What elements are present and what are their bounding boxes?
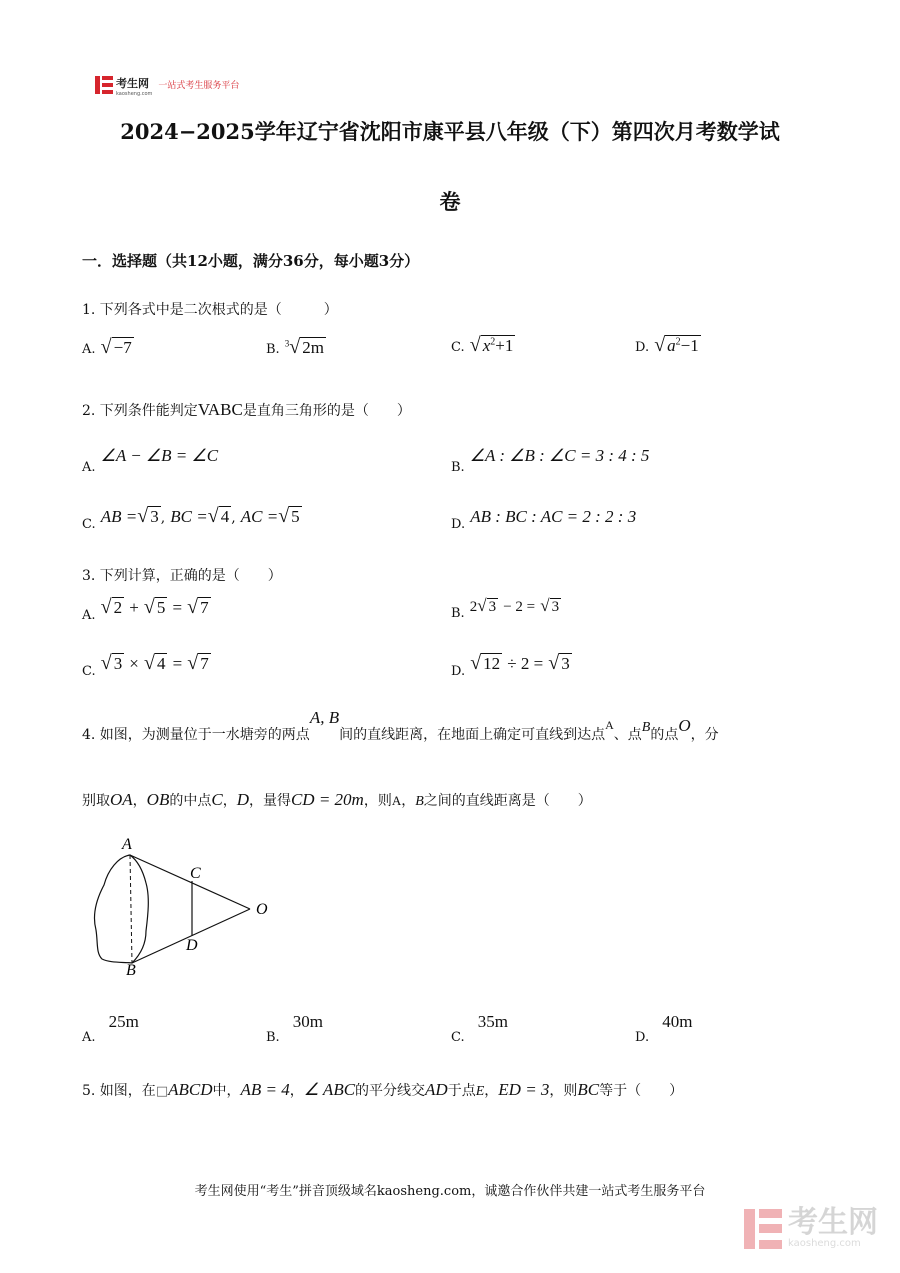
stem-part: 于点	[447, 1083, 476, 1099]
label-d: D	[186, 937, 198, 954]
comma: ，	[484, 1083, 499, 1099]
option-label: A.	[82, 342, 96, 357]
stem-part: ，分	[690, 727, 719, 743]
stem-part: 4. 如图，为测量位于一水塘旁的两点	[82, 727, 310, 743]
q3-option-d	[451, 652, 572, 679]
radicand: 7	[200, 654, 209, 673]
ed-value: ED = 3	[498, 1080, 550, 1099]
sqrt-icon: √	[137, 505, 149, 527]
segment-oa: OA	[110, 790, 133, 809]
stem-post: 是直角三角形的是（ ）	[242, 403, 411, 419]
option-label: C.	[451, 340, 465, 355]
logo-slogan: 一站式考生服务平台	[158, 81, 240, 91]
q1-option-c	[451, 334, 515, 357]
stem-part: ，量得	[248, 793, 291, 809]
stem-part: 之间的直线距离是（ ）	[423, 793, 592, 809]
radicand: 4	[220, 507, 230, 526]
logo-text-block	[116, 72, 152, 97]
point-c: C	[211, 790, 223, 809]
logo-text: 考生网	[116, 77, 149, 90]
logo-icon	[95, 76, 113, 94]
expression: AB : BC : AC = 2 : 2 : 3	[470, 507, 637, 526]
q4-option-c	[451, 1012, 508, 1045]
q4-stem-line2	[82, 790, 592, 810]
angle-abc: ∠ ABC	[303, 1080, 356, 1099]
q1-stem: 1. 下列各式中是二次根式的是（ ）	[82, 302, 338, 318]
pond-outline	[94, 855, 148, 963]
option-label: D.	[635, 1030, 650, 1045]
coefficient: 2	[469, 599, 478, 615]
stem-part: ，则	[363, 793, 392, 809]
q3-option-a	[82, 596, 211, 623]
q2-stem	[82, 400, 411, 420]
point-b: B	[415, 794, 424, 809]
stem-pre: 2. 下列条件能判定	[82, 403, 198, 419]
ab-value: AB = 4	[240, 1080, 290, 1099]
q4-figure	[88, 835, 288, 980]
option-value: 30m	[292, 1012, 324, 1031]
shape-abcd: ABCD	[168, 1080, 213, 1099]
equals: =	[172, 654, 183, 673]
radicand: 3	[113, 654, 123, 673]
comma: ,	[231, 510, 236, 526]
operator: ×	[129, 654, 139, 673]
rest: +1	[495, 336, 514, 355]
sqrt-icon: √	[100, 652, 112, 674]
comma: ，	[401, 793, 416, 809]
sqrt-icon: √	[207, 505, 219, 527]
q1-option-d	[635, 334, 701, 357]
q4-option-d	[635, 1012, 693, 1045]
operator: ÷ 2 =	[507, 654, 544, 673]
segment-ab-dashed	[130, 855, 132, 963]
rest: −1	[680, 336, 699, 355]
radicand: 3	[551, 599, 560, 615]
radicand: −7	[113, 338, 132, 357]
q1-option-a	[82, 336, 134, 359]
stem-part: 5. 如图，在	[82, 1083, 156, 1099]
expression: ∠A : ∠B : ∠C = 3 : 4 : 5	[469, 446, 650, 465]
q5-stem	[82, 1080, 683, 1100]
expression: ∠A − ∠B = ∠C	[100, 446, 219, 465]
sqrt-icon: √	[477, 596, 487, 615]
sqrt-icon: √	[143, 596, 155, 618]
point-ab: A, B	[309, 708, 340, 727]
option-label: A.	[82, 1030, 96, 1045]
option-label: C.	[82, 517, 96, 532]
comma: ，	[132, 793, 147, 809]
option-label: A.	[82, 460, 96, 475]
option-label: B.	[451, 606, 465, 621]
point-b: B	[641, 720, 651, 735]
q2-option-a	[82, 446, 219, 475]
sqrt-icon: √	[278, 505, 290, 527]
point-a: A	[391, 793, 402, 808]
point-o: O	[678, 716, 691, 735]
equals: =	[172, 598, 183, 617]
operator: − 2 =	[503, 599, 536, 615]
comma: ，	[222, 793, 237, 809]
cd-measure: CD = 20m	[290, 790, 364, 809]
sqrt-icon: √	[548, 652, 560, 674]
expr-ab: AB =	[100, 507, 138, 526]
sqrt-icon: √	[470, 652, 482, 674]
point-d: D	[236, 790, 249, 809]
label-b: B	[126, 962, 136, 979]
section-heading: 一．选择题（共12小题，满分36分，每小题3分）	[82, 252, 420, 270]
radicand: 7	[200, 598, 209, 617]
parallelogram-icon: □	[155, 1084, 169, 1099]
expr-bc: BC =	[170, 507, 208, 526]
sqrt-icon: √	[289, 336, 301, 358]
sqrt-icon: √	[187, 652, 199, 674]
option-label: A.	[82, 608, 96, 623]
radicand: 3	[488, 599, 497, 615]
exponent: 2	[675, 336, 681, 348]
stem-part: ，则	[549, 1083, 578, 1099]
radicand: 12	[483, 654, 501, 673]
option-label: D.	[451, 517, 466, 532]
radicand: 2	[113, 598, 123, 617]
stem-part: 间的直线距离，在地面上确定可直线到达点	[339, 727, 606, 743]
comma: ,	[160, 510, 166, 526]
option-label: C.	[451, 1030, 465, 1045]
radicand: 3	[561, 654, 570, 673]
option-value: 35m	[477, 1012, 508, 1031]
option-label: B.	[451, 460, 465, 475]
watermark-text: 考生网	[788, 1205, 878, 1240]
base: x	[482, 336, 491, 355]
point-a: A	[605, 718, 614, 732]
footer-text: 考生网使用“考生”拼音顶级域名kaosheng.com，诚邀合作伙伴共建一站式考生服务平台	[194, 1184, 706, 1199]
sqrt-icon: √	[187, 596, 199, 618]
stem-part: 别取	[82, 793, 110, 809]
q4-option-b	[266, 1012, 324, 1045]
stem-part: 中，	[212, 1083, 241, 1099]
stem-part: 等于（ ）	[599, 1083, 684, 1099]
q3-option-c	[82, 652, 211, 679]
segment-bo	[132, 909, 250, 963]
option-label: B.	[266, 342, 280, 357]
segment-ob: OB	[146, 790, 170, 809]
option-value: 40m	[662, 1012, 693, 1031]
q2-option-d	[451, 507, 637, 532]
page-title-line2: 卷	[439, 189, 461, 214]
label-c: C	[190, 865, 201, 882]
sqrt-icon: √	[540, 596, 550, 615]
expr-ac: AC =	[240, 507, 279, 526]
page-title-line1: 2024−2025学年辽宁省沈阳市康平县八年级（下）第四次月考数学试	[120, 119, 780, 144]
label-a: A	[122, 836, 132, 853]
radicand: 3	[150, 507, 159, 526]
q3-stem: 3. 下列计算，正确的是（ ）	[82, 568, 282, 584]
sqrt-icon: √	[469, 334, 481, 356]
radicand: 2m	[302, 338, 324, 357]
sqrt-icon: √	[654, 334, 666, 356]
watermark-sub: kaosheng.com	[788, 1238, 861, 1249]
q2-option-c	[82, 505, 302, 532]
operator: +	[129, 598, 139, 617]
stem-part: 的中点	[169, 793, 212, 809]
comma: ，	[289, 1083, 304, 1099]
radicand: 5	[156, 598, 166, 617]
stem-part: 的平分线交	[355, 1083, 426, 1099]
q4-stem-line1	[82, 708, 719, 744]
stem-part: 、点	[613, 727, 642, 743]
root-index: 3	[284, 338, 290, 349]
option-label: B.	[266, 1030, 280, 1045]
radicand	[481, 335, 516, 356]
option-label: D.	[451, 664, 466, 679]
radicand: 4	[156, 654, 166, 673]
exponent: 2	[490, 336, 496, 348]
watermark-logo-icon	[744, 1209, 782, 1249]
q2-option-b	[451, 446, 650, 475]
header-logo	[95, 72, 239, 97]
watermark	[744, 1205, 878, 1250]
option-label: D.	[635, 340, 650, 355]
point-e: E	[475, 1084, 485, 1099]
radicand	[665, 335, 701, 356]
q3-option-b	[451, 596, 561, 621]
stem-part: 的点	[650, 727, 679, 743]
radicand: 5	[291, 507, 300, 526]
segment-ad: AD	[425, 1080, 448, 1099]
base: a	[667, 336, 676, 355]
triangle-symbol: VABC	[197, 400, 243, 419]
q1-option-b	[266, 336, 326, 359]
sqrt-icon: √	[100, 336, 112, 358]
q4-option-a	[82, 1012, 139, 1045]
option-label: C.	[82, 664, 96, 679]
logo-sub: kaosheng.com	[116, 91, 153, 97]
sqrt-icon: √	[100, 596, 112, 618]
sqrt-icon: √	[143, 652, 155, 674]
segment-bc: BC	[577, 1080, 600, 1099]
watermark-text-block	[788, 1205, 878, 1250]
label-o: O	[256, 901, 268, 918]
option-value: 25m	[108, 1012, 139, 1031]
